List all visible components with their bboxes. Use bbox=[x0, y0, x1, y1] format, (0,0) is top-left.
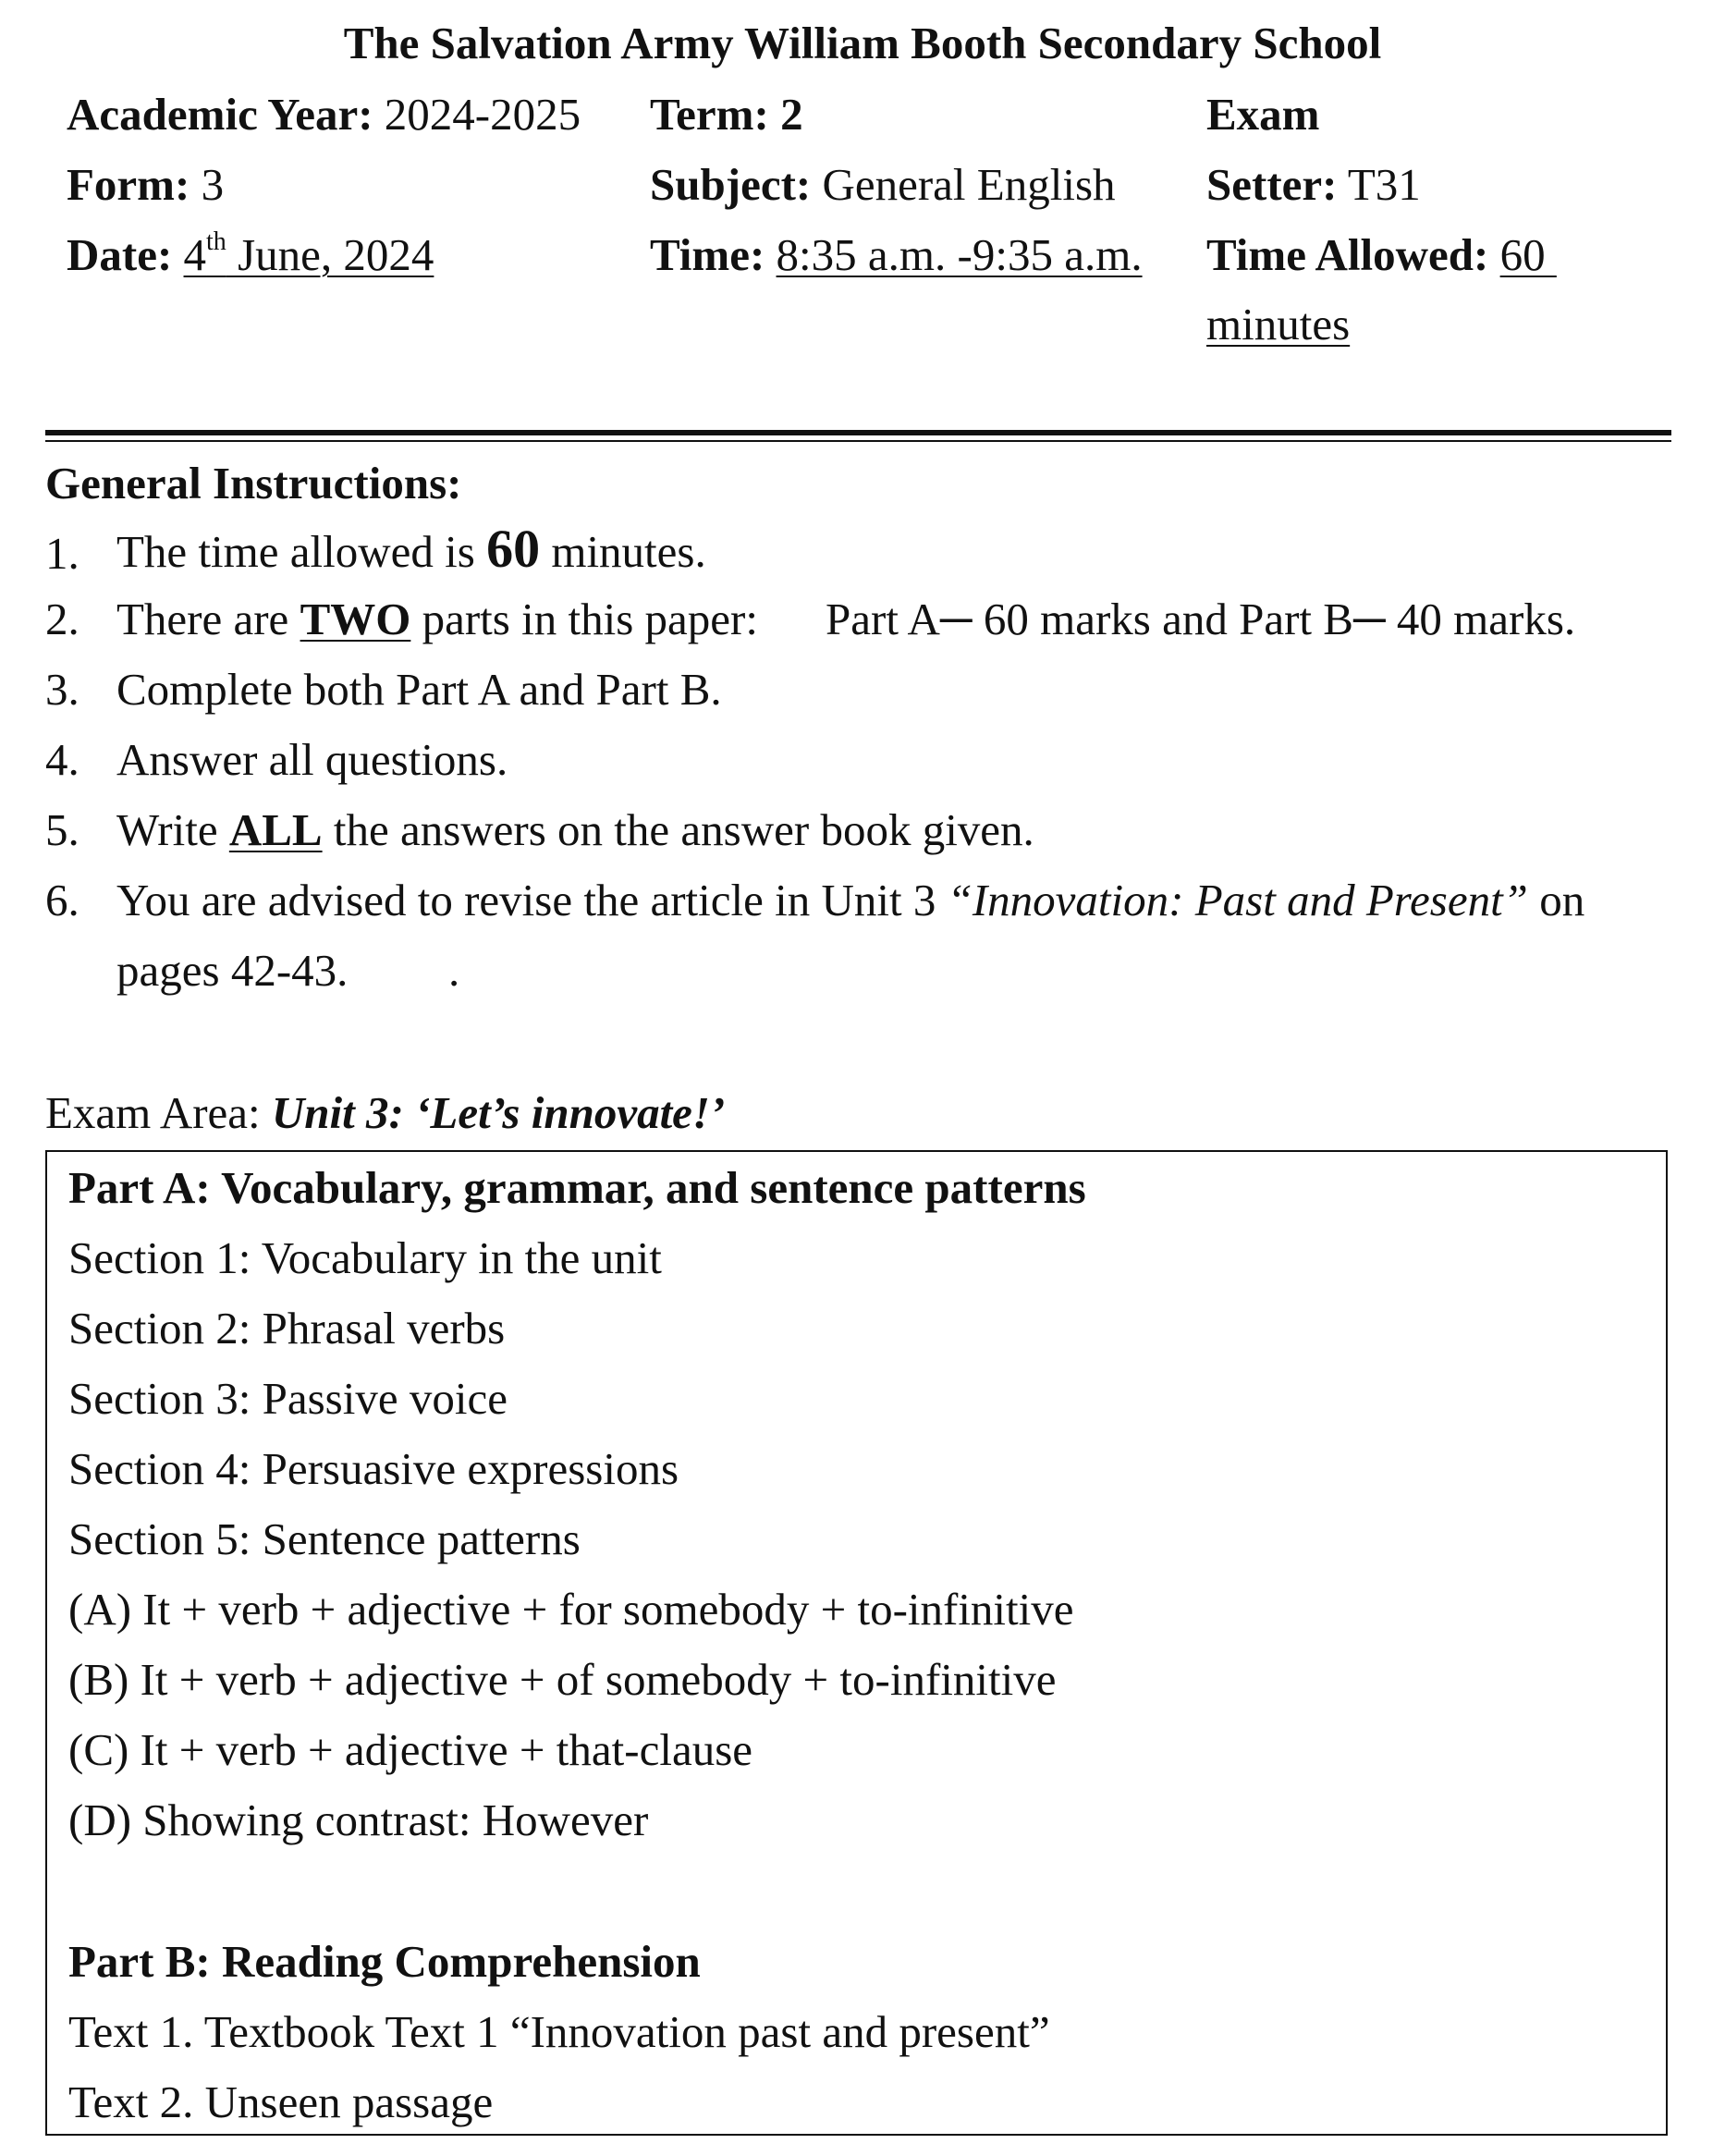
pattern-a: (A) It + verb + adjective + for somebody + to-infinitive bbox=[68, 1584, 1074, 1635]
time-allowed-unit: minutes bbox=[1206, 299, 1351, 349]
date-value bbox=[184, 229, 434, 280]
instruction-number: 3. bbox=[45, 664, 80, 715]
time-allowed-value: 60 bbox=[1499, 229, 1557, 280]
form-label: Form: bbox=[67, 159, 190, 210]
section-3: Section 3: Passive voice bbox=[68, 1373, 508, 1424]
instruction-5 bbox=[116, 803, 1034, 857]
date-label: Date: bbox=[67, 229, 173, 280]
school-title: The Salvation Army William Booth Secondary School bbox=[343, 18, 1382, 68]
part-a-heading: Part A: Vocabulary, grammar, and sentence patterns bbox=[68, 1162, 1086, 1213]
part-b-heading: Part B: Reading Comprehension bbox=[68, 1936, 701, 1987]
instruction-3: Complete both Part A and Part B. bbox=[116, 664, 722, 715]
exam-area-label: Exam Area: bbox=[45, 1087, 272, 1138]
instruction-6-text: You are advised to revise the article in Unit 3 bbox=[116, 875, 948, 925]
date-rest: June, 2024 bbox=[226, 229, 434, 280]
instruction-1 bbox=[116, 519, 706, 579]
instruction-1-text-end: minutes. bbox=[540, 526, 706, 577]
academic-year-value: 2024-2025 bbox=[384, 89, 581, 140]
instruction-5-text: Write bbox=[116, 804, 229, 855]
instruction-6-text-end: on bbox=[1527, 875, 1585, 925]
time-allowed bbox=[1206, 228, 1557, 282]
academic-year bbox=[67, 88, 581, 141]
form-value: 3 bbox=[201, 159, 225, 210]
exam-area bbox=[45, 1086, 725, 1140]
section-2: Section 2: Phrasal verbs bbox=[68, 1303, 506, 1354]
instruction-number: 5. bbox=[45, 804, 80, 855]
setter-value: T31 bbox=[1347, 159, 1421, 210]
instruction-2-emphasis: TWO bbox=[300, 594, 411, 644]
pattern-d: (D) Showing contrast: However bbox=[68, 1795, 649, 1845]
instruction-6 bbox=[116, 874, 1584, 927]
section-4: Section 4: Persuasive expressions bbox=[68, 1443, 679, 1494]
instruction-1-text: The time allowed is bbox=[116, 526, 487, 577]
section-5: Section 5: Sentence patterns bbox=[68, 1513, 581, 1564]
instruction-4: Answer all questions. bbox=[116, 734, 508, 785]
instruction-6-pages: pages 42-43. bbox=[116, 945, 349, 996]
text-1: Text 1. Textbook Text 1 “Innovation past and present” bbox=[68, 2006, 1050, 2057]
setter bbox=[1206, 158, 1421, 212]
time-value: 8:35 a.m. -9:35 a.m. bbox=[776, 229, 1143, 280]
date-suffix: th bbox=[206, 227, 226, 256]
instruction-6-emphasis: “Innovation: Past and Present” bbox=[947, 875, 1528, 925]
setter-label: Setter: bbox=[1206, 159, 1338, 210]
instruction-5-text-end: the answers on the answer book given. bbox=[322, 804, 1034, 855]
instruction-number: 4. bbox=[45, 734, 80, 785]
text-2: Text 2. Unseen passage bbox=[68, 2076, 494, 2127]
instruction-2-text: There are bbox=[116, 594, 300, 644]
instruction-number: 1. bbox=[45, 528, 80, 579]
stray-dot: . bbox=[448, 945, 460, 996]
subject-value: General English bbox=[822, 159, 1116, 210]
subject-label: Subject: bbox=[650, 159, 812, 210]
instruction-number: 6. bbox=[45, 875, 80, 925]
divider-thick bbox=[45, 430, 1671, 435]
date bbox=[67, 228, 434, 282]
time-label: Time: bbox=[650, 229, 765, 280]
exam-label: Exam bbox=[1206, 89, 1320, 140]
academic-year-label: Academic Year: bbox=[67, 89, 373, 140]
pattern-c: (C) It + verb + adjective + that-clause bbox=[68, 1724, 753, 1775]
exam-area-value: Unit 3: ‘Let’s innovate!’ bbox=[271, 1087, 726, 1138]
instruction-2-text-end: parts in this paper: bbox=[410, 594, 758, 644]
date-day: 4 bbox=[183, 229, 207, 280]
form bbox=[67, 158, 224, 212]
time-allowed-label: Time Allowed: bbox=[1206, 229, 1489, 280]
instructions-heading: General Instructions: bbox=[45, 458, 462, 508]
instruction-2 bbox=[116, 593, 758, 646]
pattern-b: (B) It + verb + adjective + of somebody + to-infinitive bbox=[68, 1654, 1057, 1705]
section-1: Section 1: Vocabulary in the unit bbox=[68, 1232, 662, 1283]
instruction-2-marks: Part A─ 60 marks and Part B─ 40 marks. bbox=[826, 594, 1576, 644]
divider-thin bbox=[45, 440, 1671, 442]
term bbox=[650, 88, 803, 141]
time bbox=[650, 228, 1143, 282]
instruction-number: 2. bbox=[45, 594, 80, 644]
instruction-1-emphasis: 60 bbox=[486, 519, 541, 579]
term-value: 2 bbox=[780, 89, 803, 140]
term-label: Term: bbox=[650, 89, 769, 140]
subject bbox=[650, 158, 1116, 212]
instruction-5-emphasis: ALL bbox=[228, 804, 323, 855]
